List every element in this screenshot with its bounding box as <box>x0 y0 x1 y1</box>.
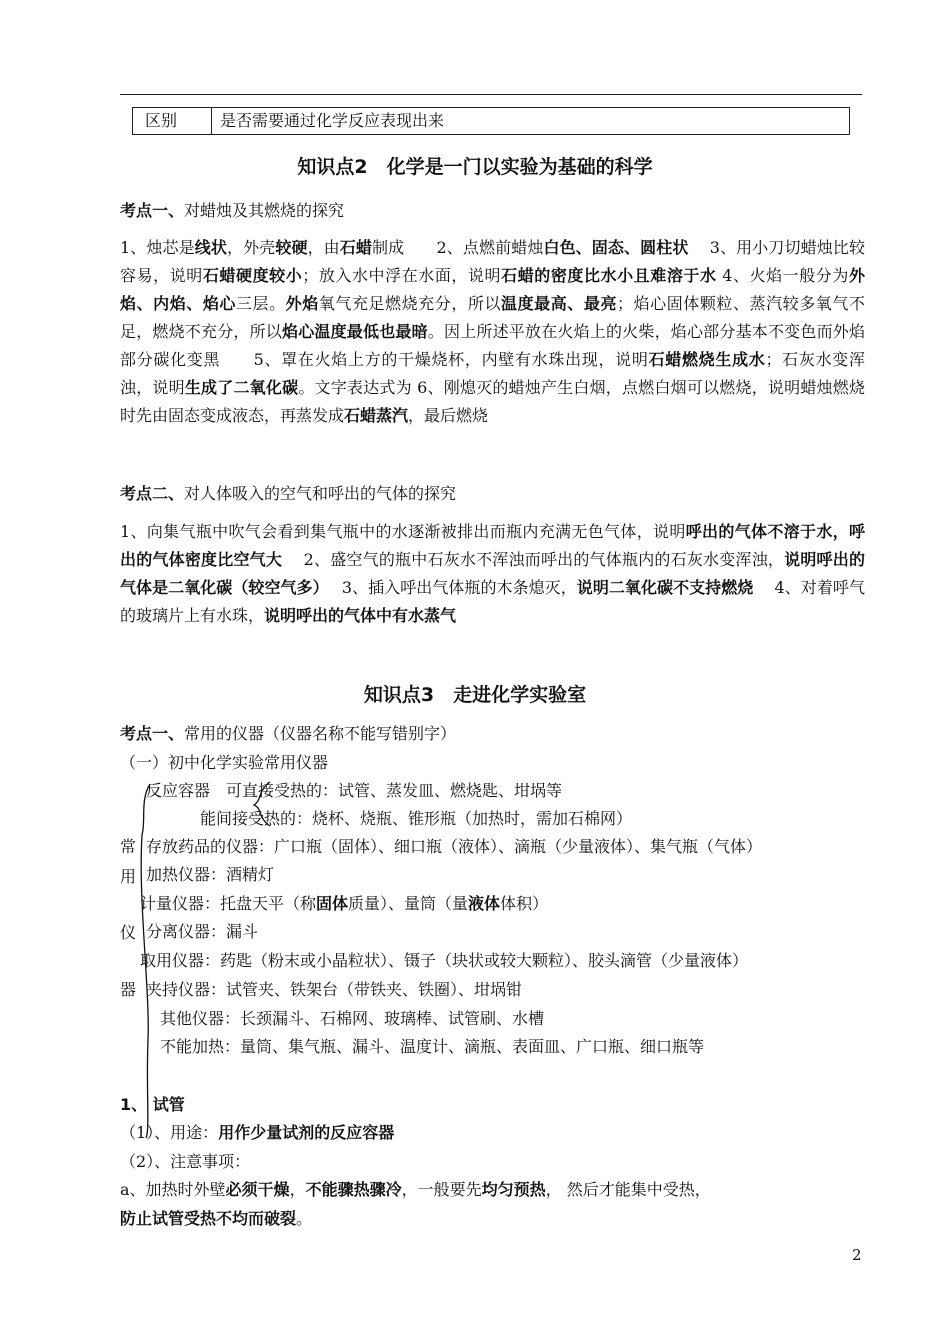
table-cell-label: 区别 <box>133 108 212 134</box>
table-cell-value: 是否需要通过化学反应表现出来 <box>220 111 445 130</box>
kp2-paragraph2: 1、向集气瓶中吹气会看到集气瓶中的水逐渐被排出而瓶内充满无色气体，说明呼出的气体不溶于水，呼出的气体密度比空气大 2、盛空气的瓶中石灰水不浑浊而呼出的气体瓶内的石灰水变浑浊，说明呼出的气体是二氧化碳（较空气多） 3、插入呼出气体瓶的木条熄灭，说明二氧化碳不支持燃烧 4、对着呼气的玻璃片上有水珠，说明呼出的气体中有水蒸气 <box>120 522 865 625</box>
kp3-sub1: （一）初中化学实验常用仪器 <box>120 753 329 772</box>
instrument-line: 分离仪器：漏斗 <box>146 922 259 941</box>
bold-text: 生成了二氧化碳 <box>184 378 299 397</box>
bold-text: 说明二氧化碳不支持燃烧 <box>576 578 754 597</box>
side-char: 仪 <box>120 923 137 942</box>
bold-text: 说明呼出的气体是二氧化碳（较空气多） <box>120 550 865 597</box>
bold-text: 白色、固态、圆柱状 <box>543 238 689 257</box>
kp3-section1-heading: 考点一、常用的仪器（仪器名称不能写错别字） <box>120 724 457 743</box>
bold-text: 均匀预热 <box>481 1180 546 1199</box>
bold-text: 说明呼出的气体中有水蒸气 <box>264 606 457 625</box>
bold-text: 石蜡蒸汽 <box>344 406 409 425</box>
bold-text: 石蜡硬度较小 <box>202 266 303 285</box>
bold-text: 较硬 <box>275 238 308 257</box>
bold-text: 线状 <box>194 238 227 257</box>
side-char: 常 <box>120 837 137 856</box>
kp2-section2-heading: 考点二、对人体吸入的空气和呼出的气体的探究 <box>120 484 457 503</box>
bold-text: 固体 <box>316 894 349 913</box>
bold-text: 用作少量试剂的反应容器 <box>218 1123 395 1142</box>
instrument-line: 计量仪器：托盘天平（称固体质量）、量筒（量液体体积） <box>140 894 549 913</box>
bold-text: 外焰、内焰、焰心 <box>120 266 865 313</box>
note-a-line1: a、加热时外壁必须干燥，不能骤热骤冷，一般要先均匀预热， 然后才能集中受热， <box>120 1180 711 1199</box>
instrument-line: 能间接受热的：烧杯、烧瓶、锥形瓶（加热时，需加石棉网） <box>200 809 633 828</box>
instrument-line: 取用仪器：药匙（粉末或小晶粒状）、镊子（块状或较大颗粒）、胶头滴管（少量液体） <box>140 951 749 970</box>
instrument-line: 不能加热：量筒、集气瓶、漏斗、温度计、滴瓶、表面皿、广口瓶、细口瓶等 <box>160 1037 705 1056</box>
bold-text: 石蜡的密度比水小且难溶于水 <box>501 266 717 285</box>
item1-use: （1）、用途：用作少量试剂的反应容器 <box>120 1123 395 1142</box>
item1-note: （2）、注意事项： <box>120 1152 251 1171</box>
item1-title: 1、 试管 <box>120 1095 185 1114</box>
kp3-title: 知识点3 走进化学实验室 <box>363 684 587 706</box>
bold-text: 液体 <box>468 894 501 913</box>
side-char: 用 <box>120 867 137 886</box>
page-number: 2 <box>852 1246 862 1264</box>
instrument-line: 其他仪器：长颈漏斗、石棉网、玻璃棒、试管刷、水槽 <box>160 1009 545 1028</box>
instrument-line: 加热仪器：酒精灯 <box>146 865 275 884</box>
bold-text: 不能骤热骤冷 <box>305 1180 402 1199</box>
instrument-line: 反应容器 可直接受热的：试管、蒸发皿、燃烧匙、坩埚等 <box>146 781 563 800</box>
kp2-paragraph1: 1、烛芯是线状，外壳较硬，由石蜡制成 2、点燃前蜡烛白色、固态、圆柱状 3、用小刀切蜡烛比较容易，说明石蜡硬度较小；放入水中浮在水面，说明石蜡的密度比水小且难溶于水 4、火焰一般分为外焰、内焰、焰心三层。外焰氧气充足燃烧充分，所以温度最高、最亮；焰心固体颗粒、蒸汽较多氧气不足，燃烧不充分，所以焰心温度最低也最暗。因上所述平放在火焰上的火柴，焰心部分基本不变色而外焰部分碳化变黑 5、罩在火焰上方的干燥烧杯，内壁有水珠出现，说明石蜡燃烧生成水；石灰水变浑浊，说明生成了二氧化碳。文字表达式为 6、刚熄灭的蜡烛产生白烟，点燃白烟可以燃烧，说明蜡烛燃烧时先由固态变成液态，再蒸发成石蜡蒸汽，最后燃烧 <box>120 238 865 425</box>
side-char: 器 <box>120 980 137 999</box>
bold-text: 呼出的气体不溶于水，呼出的气体密度比空气大 <box>120 522 865 569</box>
instrument-line: 存放药品的仪器：广口瓶（固体）、细口瓶（液体）、滴瓶（少量液体）、集气瓶（气体） <box>146 837 763 856</box>
kp2-section1-heading: 考点一、对蜡烛及其燃烧的探究 <box>120 201 345 220</box>
bold-text: 石蜡燃烧生成水 <box>648 350 766 369</box>
bold-text: 焰心温度最低也最暗 <box>282 322 428 341</box>
note-a-line2: 防止试管受热不均而破裂。 <box>120 1209 313 1228</box>
bold-text: 外焰 <box>285 294 319 313</box>
bold-text: 必须干燥 <box>225 1180 290 1199</box>
bold-text: 防止试管受热不均而破裂 <box>120 1209 297 1228</box>
bold-text: 石蜡 <box>339 238 373 257</box>
bold-text: 温度最高、最亮 <box>501 294 618 313</box>
instrument-line: 夹持仪器：试管夹、铁架台（带铁夹、铁圈）、坩埚钳 <box>146 980 523 999</box>
kp2-title: 知识点2 化学是一门以实验为基础的科学 <box>297 156 653 178</box>
